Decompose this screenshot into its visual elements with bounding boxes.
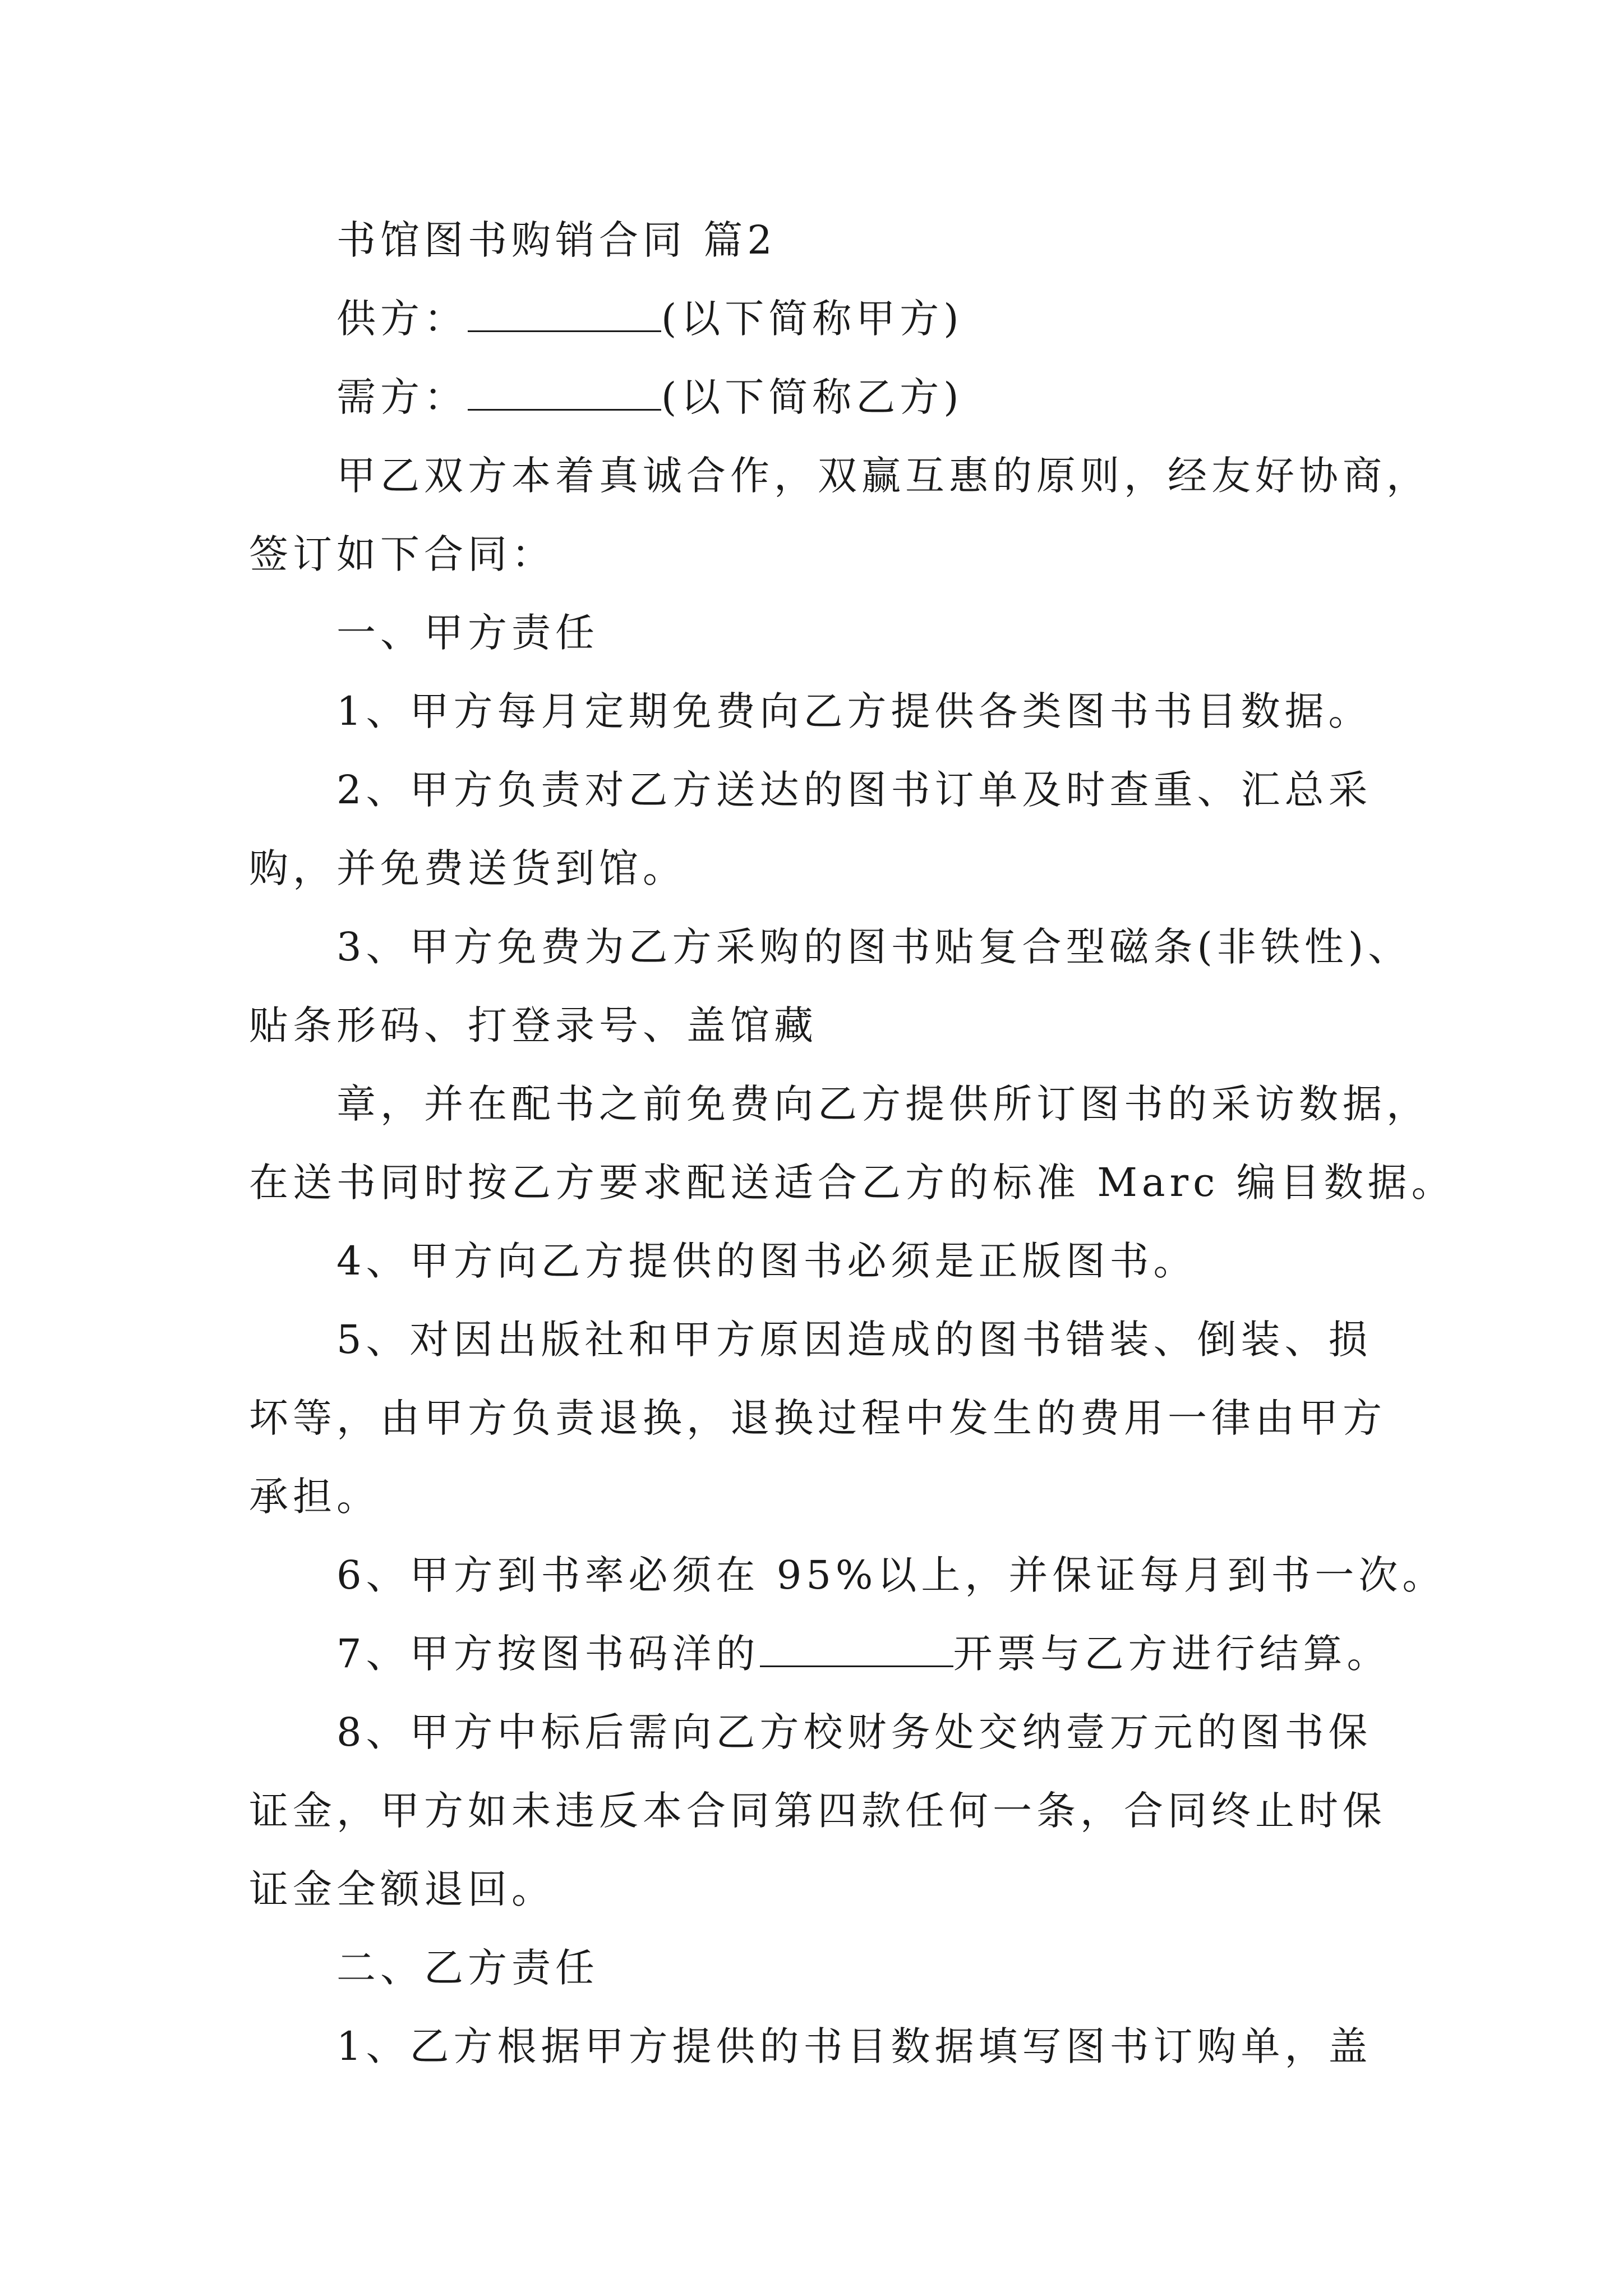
item-1-3-line-3: 章，并在配书之前免费向乙方提供所订图书的采访数据， <box>336 1081 1430 1127</box>
item-1-8-line-1: 8、甲方中标后需向乙方校财务处交纳壹万元的图书保 <box>336 1709 1372 1755</box>
buyer-suffix: (以下简称乙方) <box>661 374 963 420</box>
item-1-7-blank <box>760 1632 953 1667</box>
item-1-3-line-4: 在送书同时按乙方要求配送适合乙方的标准 Marc 编目数据。 <box>249 1159 1455 1205</box>
buyer-label: 需方： <box>336 374 468 420</box>
item-1-2-line-2: 购，并免费送货到馆。 <box>249 845 686 891</box>
item-2-1-line-1: 1、乙方根据甲方提供的书目数据填写图书订购单，盖 <box>336 2023 1372 2069</box>
section-1-heading: 一、甲方责任 <box>336 610 599 656</box>
item-1-2-line-1: 2、甲方负责对乙方送达的图书订单及时查重、汇总采 <box>336 767 1372 813</box>
document-title <box>336 209 777 271</box>
item-1-7-pre: 7、甲方按图书码洋的 <box>336 1631 760 1677</box>
item-1-8-line-3: 证金全额退回。 <box>249 1866 555 1912</box>
item-1-6: 6、甲方到书率必须在 95%以上，并保证每月到书一次。 <box>336 1552 1446 1598</box>
supplier-label: 供方： <box>336 296 468 342</box>
supplier-blank <box>468 297 661 332</box>
supplier-suffix: (以下简称甲方) <box>661 296 963 342</box>
buyer-line <box>336 366 963 428</box>
item-1-3-line-2: 贴条形码、打登录号、盖馆藏 <box>249 1002 818 1048</box>
item-1-4: 4、甲方向乙方提供的图书必须是正版图书。 <box>336 1238 1197 1284</box>
item-1-7-post: 开票与乙方进行结算。 <box>953 1631 1391 1677</box>
item-1-1: 1、甲方每月定期免费向乙方提供各类图书书目数据。 <box>336 688 1372 734</box>
intro-line-2: 签订如下合同： <box>249 531 555 577</box>
intro-line-1: 甲乙双方本着真诚合作，双赢互惠的原则，经友好协商， <box>336 453 1430 499</box>
buyer-blank <box>468 375 661 411</box>
item-1-5-line-1: 5、对因出版社和甲方原因造成的图书错装、倒装、损 <box>336 1317 1372 1363</box>
item-1-8-line-2: 证金，甲方如未违反本合同第四款任何一条，合同终止时保 <box>249 1788 1386 1834</box>
item-1-3-line-1: 3、甲方免费为乙方采购的图书贴复合型磁条(非铁性)、 <box>336 924 1412 970</box>
item-1-7 <box>336 1623 1391 1685</box>
item-1-5-line-3: 承担。 <box>249 1474 380 1520</box>
section-2-heading: 二、乙方责任 <box>336 1945 599 1991</box>
title-text: 书馆图书购销合同 篇2 <box>336 217 777 263</box>
item-1-5-line-2: 坏等，由甲方负责退换，退换过程中发生的费用一律由甲方 <box>249 1395 1386 1441</box>
supplier-line <box>336 288 963 349</box>
